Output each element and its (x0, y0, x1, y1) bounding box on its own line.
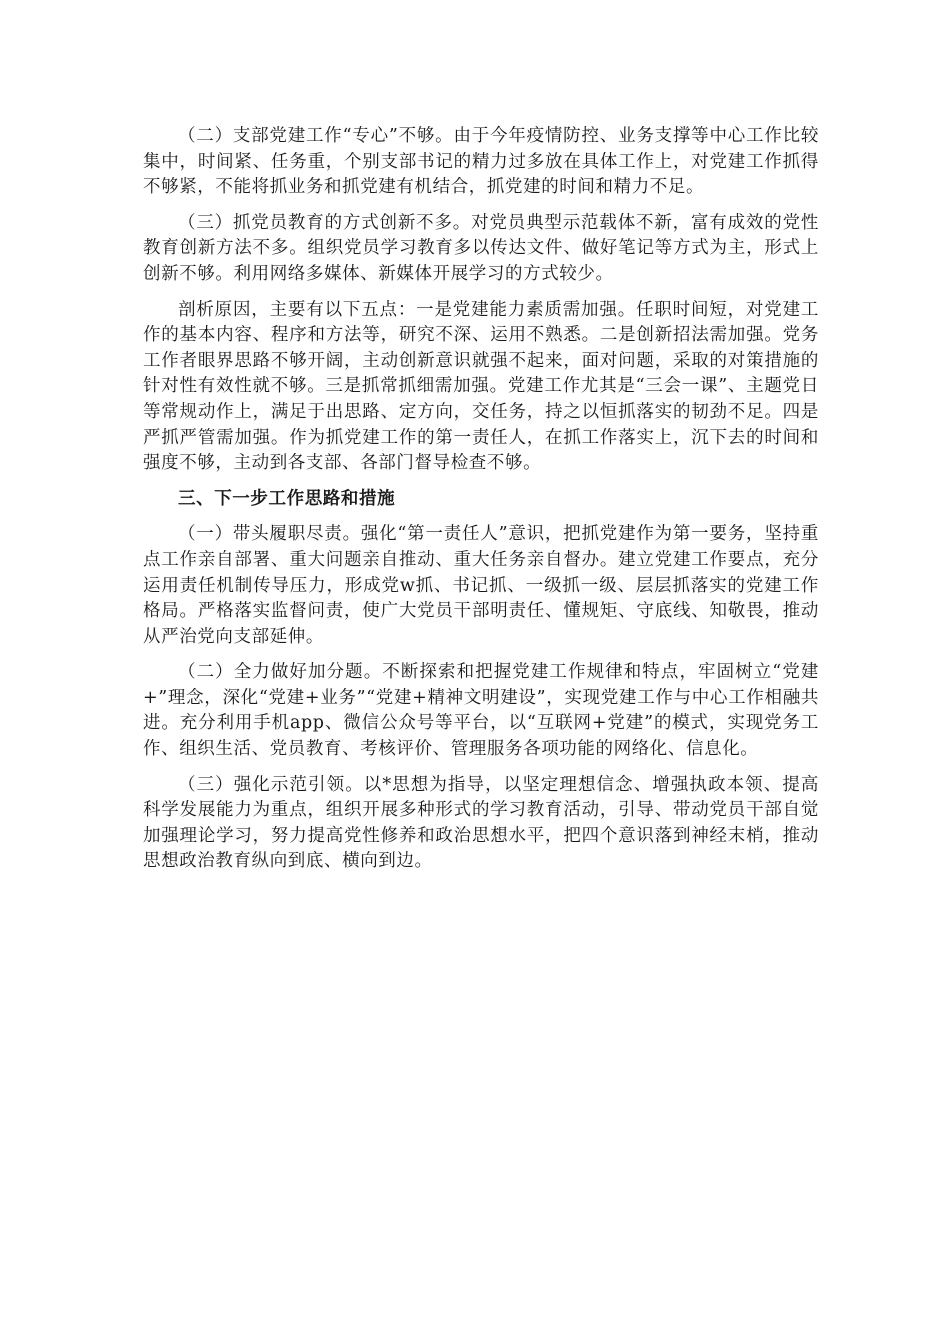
paragraph-measure-1: （一）带头履职尽责。强化“第一责任人”意识，把抓党建作为第一要务，坚持重点工作亲自部署、重大问题亲自推动、重大任务亲自督办。建立党建工作要点，充分运用责任机制传导压力，形成党w抓、书记抓、一级抓一级、层层抓落实的党建工作格局。严格落实监督问责，使广大党员干部明责任、懂规矩、守底线、知敬畏，推动从严治党向支部延伸。 (143, 524, 819, 647)
paragraph-branch-focus: （二）支部党建工作“专心”不够。由于今年疫情防控、业务支撑等中心工作比较集中，时间紧、任务重，个别支部书记的精力过多放在具体工作上，对党建工作抓得不够紧，不能将抓业务和抓党建有机结合，抓党建的时间和精力不足。 (143, 126, 819, 198)
paragraph-cause-analysis: 剖析原因，主要有以下五点：一是党建能力素质需加强。任职时间短，对党建工作的基本内容、程序和方法等，研究不深、运用不熟悉。二是创新招法需加强。党务工作者眼界思路不够开阔，主动创新意识就强不起来，面对问题，采取的对策措施的针对性有效性就不够。三是抓常抓细需加强。党建工作尤其是“三会一课”、主题党日等常规动作上，满足于出思路、定方向，交任务，持之以恒抓落实的韧劲不足。四是严抓严管需加强。作为抓党建工作的第一责任人，在抓工作落实上，沉下去的时间和强度不够，主动到各支部、各部门督导检查不够。 (143, 299, 819, 474)
document-body (143, 124, 819, 885)
paragraph-education-innovation: （三）抓党员教育的方式创新不多。对党员典型示范载体不新，富有成效的党性教育创新方法不多。组织党员学习教育多以传达文件、做好笔记等方式为主，形式上创新不够。利用网络多媒体、新媒体开展学习的方式较少。 (143, 212, 819, 284)
paragraph-measure-2: （二）全力做好加分题。不断探索和把握党建工作规律和特点，牢固树立“党建+”理念，深化“党建+业务”“党建+精神文明建设”，实现党建工作与中心工作相融共进。充分利用手机app、微信公众号等平台，以“互联网+党建”的模式，实现党务工作、组织生活、党员教育、考核评价、管理服务各项功能的网络化、信息化。 (143, 662, 819, 760)
section-heading-next-steps: 三、下一步工作思路和措施 (178, 488, 396, 509)
paragraph-measure-3: （三）强化示范引领。以*思想为指导，以坚定理想信念、增强执政本领、提高科学发展能力为重点，组织开展多种形式的学习教育活动，引导、带动党员干部自觉加强理论学习，努力提高党性修养和政治思想水平，把四个意识落到神经末梢，推动思想政治教育纵向到底、横向到边。 (143, 774, 819, 872)
